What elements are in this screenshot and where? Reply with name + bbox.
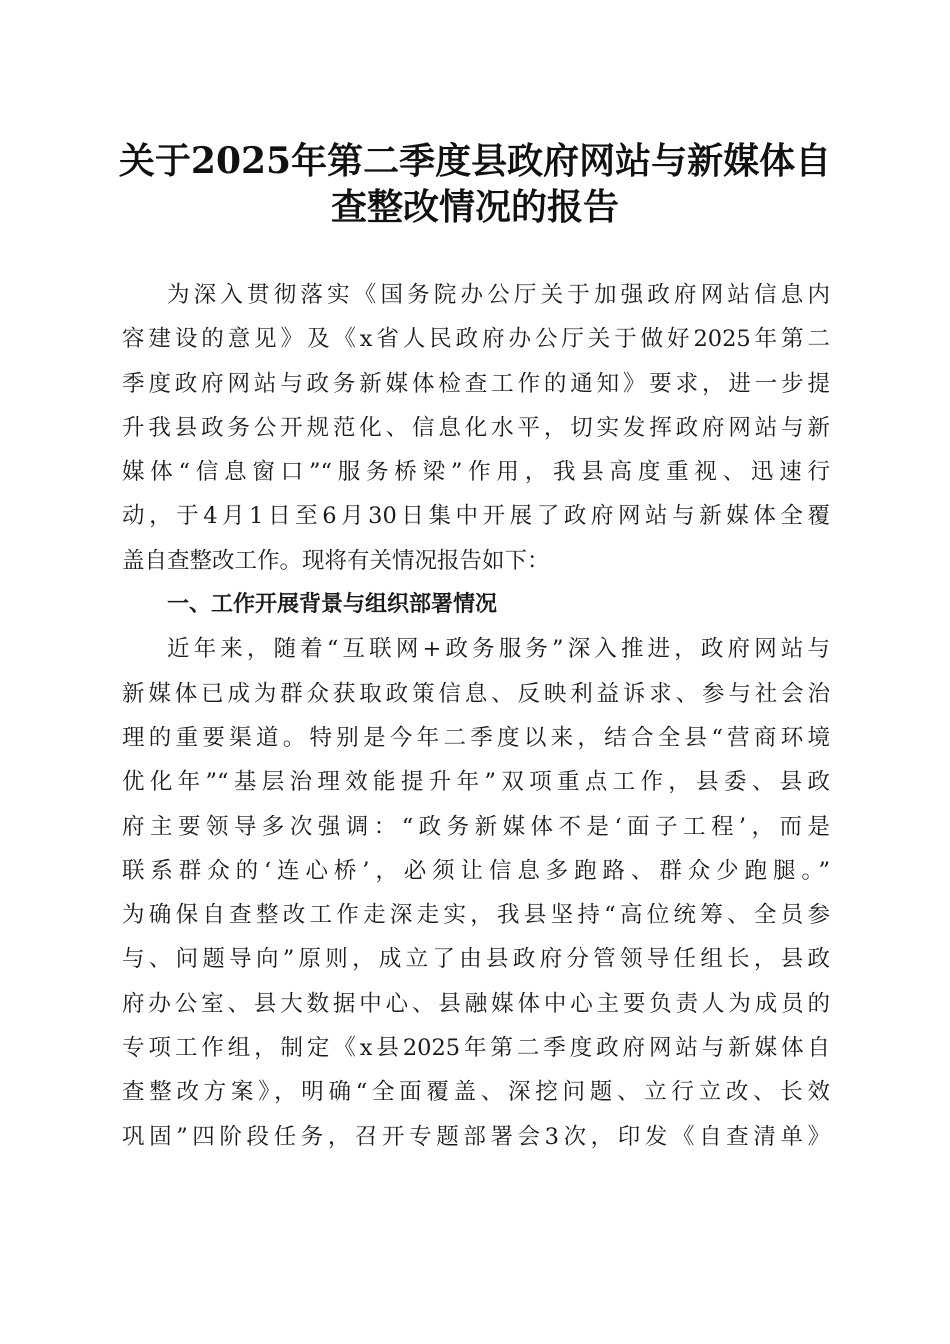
text-line: 查整改方案》，明确“全面覆盖、深挖问题、立行立改、长效 <box>122 1079 830 1106</box>
text-line: 季度政府网站与政务新媒体检查工作的通知》要求，进一步提 <box>122 370 830 397</box>
text-line: 为确保自查整改工作走深走实，我县坚持“高位统筹、全员参 <box>122 902 830 929</box>
text-line: 为深入贯彻落实《国务院办公厅关于加强政府网站信息内 <box>167 282 830 308</box>
paragraph-intro <box>122 273 830 583</box>
text-line: 理的重要渠道。特别是今年二季度以来，结合全县“营商环境 <box>122 724 830 751</box>
section-heading: 一、工作开展背景与组织部署情况 <box>167 592 498 618</box>
text-line: 联系群众的‘连心桥’，必须让信息多跑路、群众少跑腿。” <box>122 857 830 884</box>
text-line: 专项工作组，制定《x县2025年第二季度政府网站与新媒体自 <box>122 1035 830 1062</box>
text-line: 近年来，随着“互联网+政务服务”深入推进，政府网站与 <box>167 636 830 663</box>
text-line: 与、问题导向”原则，成立了由县政府分管领导任组长，县政 <box>122 946 830 973</box>
text-line: 巩固”四阶段任务，召开专题部署会3次，印发《自查清单》 <box>122 1123 830 1150</box>
text-line: 新媒体已成为群众获取政策信息、反映利益诉求、参与社会治 <box>122 680 830 707</box>
document-title <box>100 138 850 230</box>
text-line: 优化年”“基层治理效能提升年”双项重点工作，县委、县政 <box>122 769 830 796</box>
text-line: 盖自查整改工作。现将有关情况报告如下： <box>122 547 550 574</box>
text-line: 府办公室、县大数据中心、县融媒体中心主要负责人为成员的 <box>122 990 830 1017</box>
paragraph-background <box>122 627 830 1159</box>
document-body <box>122 273 830 1159</box>
text-line: 动，于4月1日至6月30日集中开展了政府网站与新媒体全覆 <box>122 503 830 530</box>
text-line: 容建设的意见》及《x省人民政府办公厅关于做好2025年第二 <box>122 326 830 353</box>
title-line: 查整改情况的报告 <box>330 186 619 228</box>
title-line: 关于2025年第二季度县政府网站与新媒体自 <box>118 140 832 182</box>
text-line: 媒体“信息窗口”“服务桥梁”作用，我县高度重视、迅速行 <box>122 459 830 486</box>
text-line: 府主要领导多次强调：“政务新媒体不是‘面子工程’，而是 <box>122 813 830 840</box>
text-line: 升我县政务公开规范化、信息化水平，切实发挥政府网站与新 <box>122 414 830 441</box>
